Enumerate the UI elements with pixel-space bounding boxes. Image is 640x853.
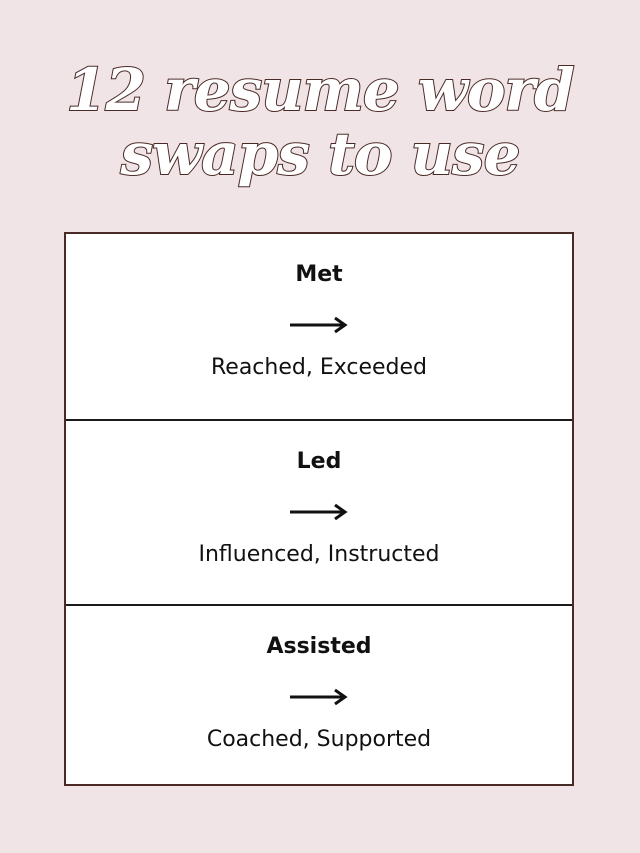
title-line-2: swaps to use bbox=[120, 120, 520, 188]
title-line-1: 12 resume word bbox=[66, 56, 574, 124]
right-arrow-icon bbox=[290, 316, 348, 334]
replacement-words: Reached, Exceeded bbox=[210, 355, 427, 380]
right-arrow-icon bbox=[290, 688, 348, 706]
right-arrow-icon bbox=[290, 503, 348, 521]
replacement-words: Influenced, Instructed bbox=[198, 542, 440, 567]
word-swap-table bbox=[64, 232, 574, 786]
swap-row bbox=[66, 604, 572, 791]
original-word: Assisted bbox=[266, 634, 372, 659]
page-title bbox=[0, 58, 640, 186]
replacement-words: Coached, Supported bbox=[206, 727, 432, 752]
swap-row bbox=[66, 419, 572, 606]
original-word: Led bbox=[296, 449, 342, 474]
swap-row bbox=[66, 234, 572, 419]
original-word: Met bbox=[295, 262, 343, 287]
